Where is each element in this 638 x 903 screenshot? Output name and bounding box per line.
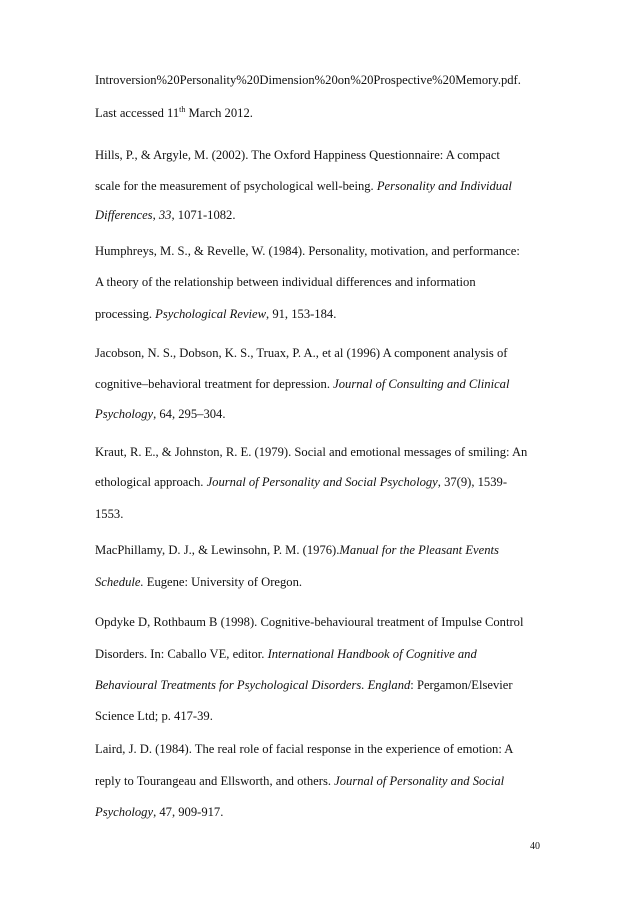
text-run: Laird, J. D. (1984). The real role of facial response in the experience of emotion: A <box>95 742 514 756</box>
page-number: 40 <box>530 841 540 852</box>
reference-jacobson-line <box>95 406 225 422</box>
text-run: Humphreys, M. S., & Revelle, W. (1984). Personality, motivation, and performance: <box>95 244 520 258</box>
text-run: : Pergamon/Elsevier <box>410 678 513 692</box>
text-run: March 2012. <box>185 106 253 120</box>
text-run: Eugene: University of Oregon. <box>143 575 303 589</box>
italic-text: Journal of Consulting and Clinical <box>333 377 510 391</box>
text-run: A theory of the relationship between individual differences and information <box>95 275 476 289</box>
text-run: Hills, P., & Argyle, M. (2002). The Oxford Happiness Questionnaire: A compact <box>95 148 500 162</box>
text-run: cognitive–behavioral treatment for depression. <box>95 377 334 391</box>
reference-opdyke-line <box>95 646 477 662</box>
reference-cont-line <box>95 72 521 88</box>
reference-opdyke-line <box>95 614 523 630</box>
reference-hills-line <box>95 207 236 223</box>
italic-text: Psychology <box>95 407 154 421</box>
reference-opdyke-line <box>95 677 513 693</box>
reference-jacobson-line <box>95 345 507 361</box>
text-run: scale for the measurement of psychological well-being. <box>95 179 377 193</box>
italic-text: Psychological Review <box>155 307 267 321</box>
reference-humphreys-line <box>95 306 336 322</box>
reference-macphillamy-line <box>95 542 499 558</box>
reference-hills-line <box>95 178 512 194</box>
text-run: Science Ltd; p. 417-39. <box>95 709 213 723</box>
text-run: , 64, 295–304. <box>153 407 226 421</box>
reference-laird-line <box>95 773 504 789</box>
text-run: Jacobson, N. S., Dobson, K. S., Truax, P. A., et al (1996) A component analysis of <box>95 346 508 360</box>
text-run: ethological approach. <box>95 475 207 489</box>
text-run: MacPhillamy, D. J., & Lewinsohn, P. M. (1976). <box>95 543 340 557</box>
reference-humphreys-line <box>95 243 520 259</box>
text-run: reply to Tourangeau and Ellsworth, and others. <box>95 774 335 788</box>
text-run: processing. <box>95 307 156 321</box>
reference-kraut-line <box>95 474 507 490</box>
reference-cont-line <box>95 105 253 121</box>
text-run: , 37(9), 1539- <box>437 475 508 489</box>
italic-text: Psychology <box>95 805 154 819</box>
reference-opdyke-line <box>95 708 213 724</box>
reference-humphreys-line <box>95 274 476 290</box>
italic-text: Manual for the Pleasant Events <box>339 543 499 557</box>
text-run: , 91, 153-184. <box>266 307 337 321</box>
superscript-text: th <box>179 105 186 114</box>
text-run: Opdyke D, Rothbaum B (1998). Cognitive-behavioural treatment of Impulse Control <box>95 615 524 629</box>
italic-text: Differences, 33, <box>95 208 175 222</box>
text-run: Kraut, R. E., & Johnston, R. E. (1979). Social and emotional messages of smiling: An <box>95 445 528 459</box>
text-run: 1553. <box>95 507 124 521</box>
reference-laird-line <box>95 741 513 757</box>
italic-text: International Handbook of Cognitive and <box>267 647 477 661</box>
reference-kraut-line <box>95 506 123 522</box>
italic-text: Journal of Personality and Social Psychology <box>206 475 438 489</box>
italic-text: Personality and Individual <box>376 179 512 193</box>
text-run: Introversion%20Personality%20Dimension%20on%20Prospective%20Memory.pdf. <box>95 73 521 87</box>
text-run: Last accessed 11 <box>95 106 180 120</box>
italic-text: Behavioural Treatments for Psychological Disorders. England <box>95 678 411 692</box>
reference-macphillamy-line <box>95 574 302 590</box>
reference-hills-line <box>95 147 500 163</box>
reference-laird-line <box>95 804 223 820</box>
italic-text: Journal of Personality and Social <box>334 774 505 788</box>
text-run: , 47, 909-917. <box>153 805 224 819</box>
text-run: Disorders. In: Caballo VE, editor. <box>95 647 268 661</box>
reference-kraut-line <box>95 444 527 460</box>
text-run: 1071-1082. <box>174 208 236 222</box>
italic-text: Schedule. <box>95 575 144 589</box>
reference-jacobson-line <box>95 376 509 392</box>
